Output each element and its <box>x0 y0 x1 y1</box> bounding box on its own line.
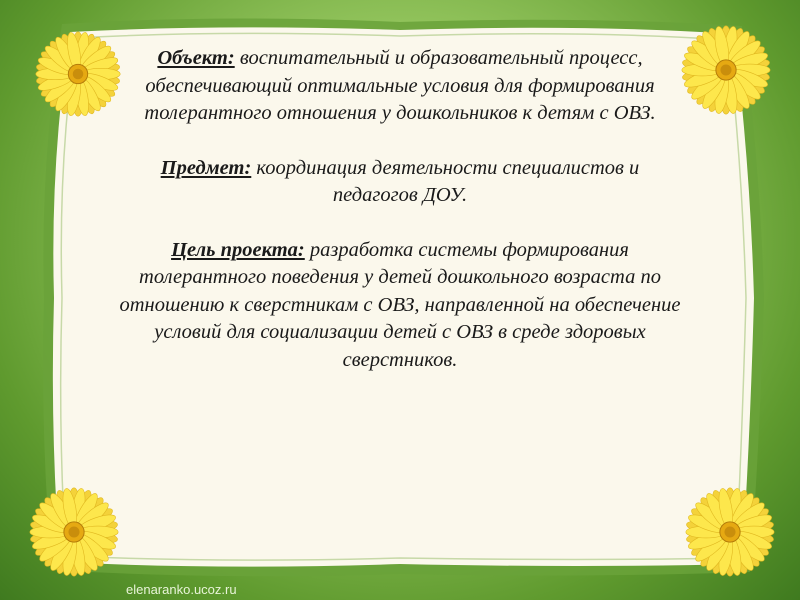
daisy-flower-icon <box>684 486 776 578</box>
object-text: воспитательный и образовательный процесс, обеспечивающий оптимальные условия для формирования толерантного отношения у дошкольников к детям с ОВЗ. <box>144 47 656 124</box>
slide-content <box>118 45 682 401</box>
footer-url: elenaranko.ucoz.ru <box>126 582 237 597</box>
goal-label: Цель проекта: <box>171 238 305 261</box>
goal-text: разработка системы формирования толерантного поведения у детей дошкольного возраста по отношению к сверстникам с ОВЗ, направленной на обеспечение условий для социализации детей с ОВЗ в среде здоровых сверстников. <box>119 238 681 371</box>
object-label: Объект: <box>157 47 235 69</box>
object-paragraph <box>118 45 682 128</box>
subject-text: координация деятельности специалистов и педагогов ДОУ. <box>251 156 640 206</box>
subject-paragraph <box>118 155 682 210</box>
goal-paragraph <box>118 237 682 375</box>
daisy-flower-icon <box>28 486 120 578</box>
daisy-flower-icon <box>680 24 772 116</box>
daisy-flower-icon <box>34 30 122 118</box>
subject-label: Предмет: <box>160 156 252 179</box>
